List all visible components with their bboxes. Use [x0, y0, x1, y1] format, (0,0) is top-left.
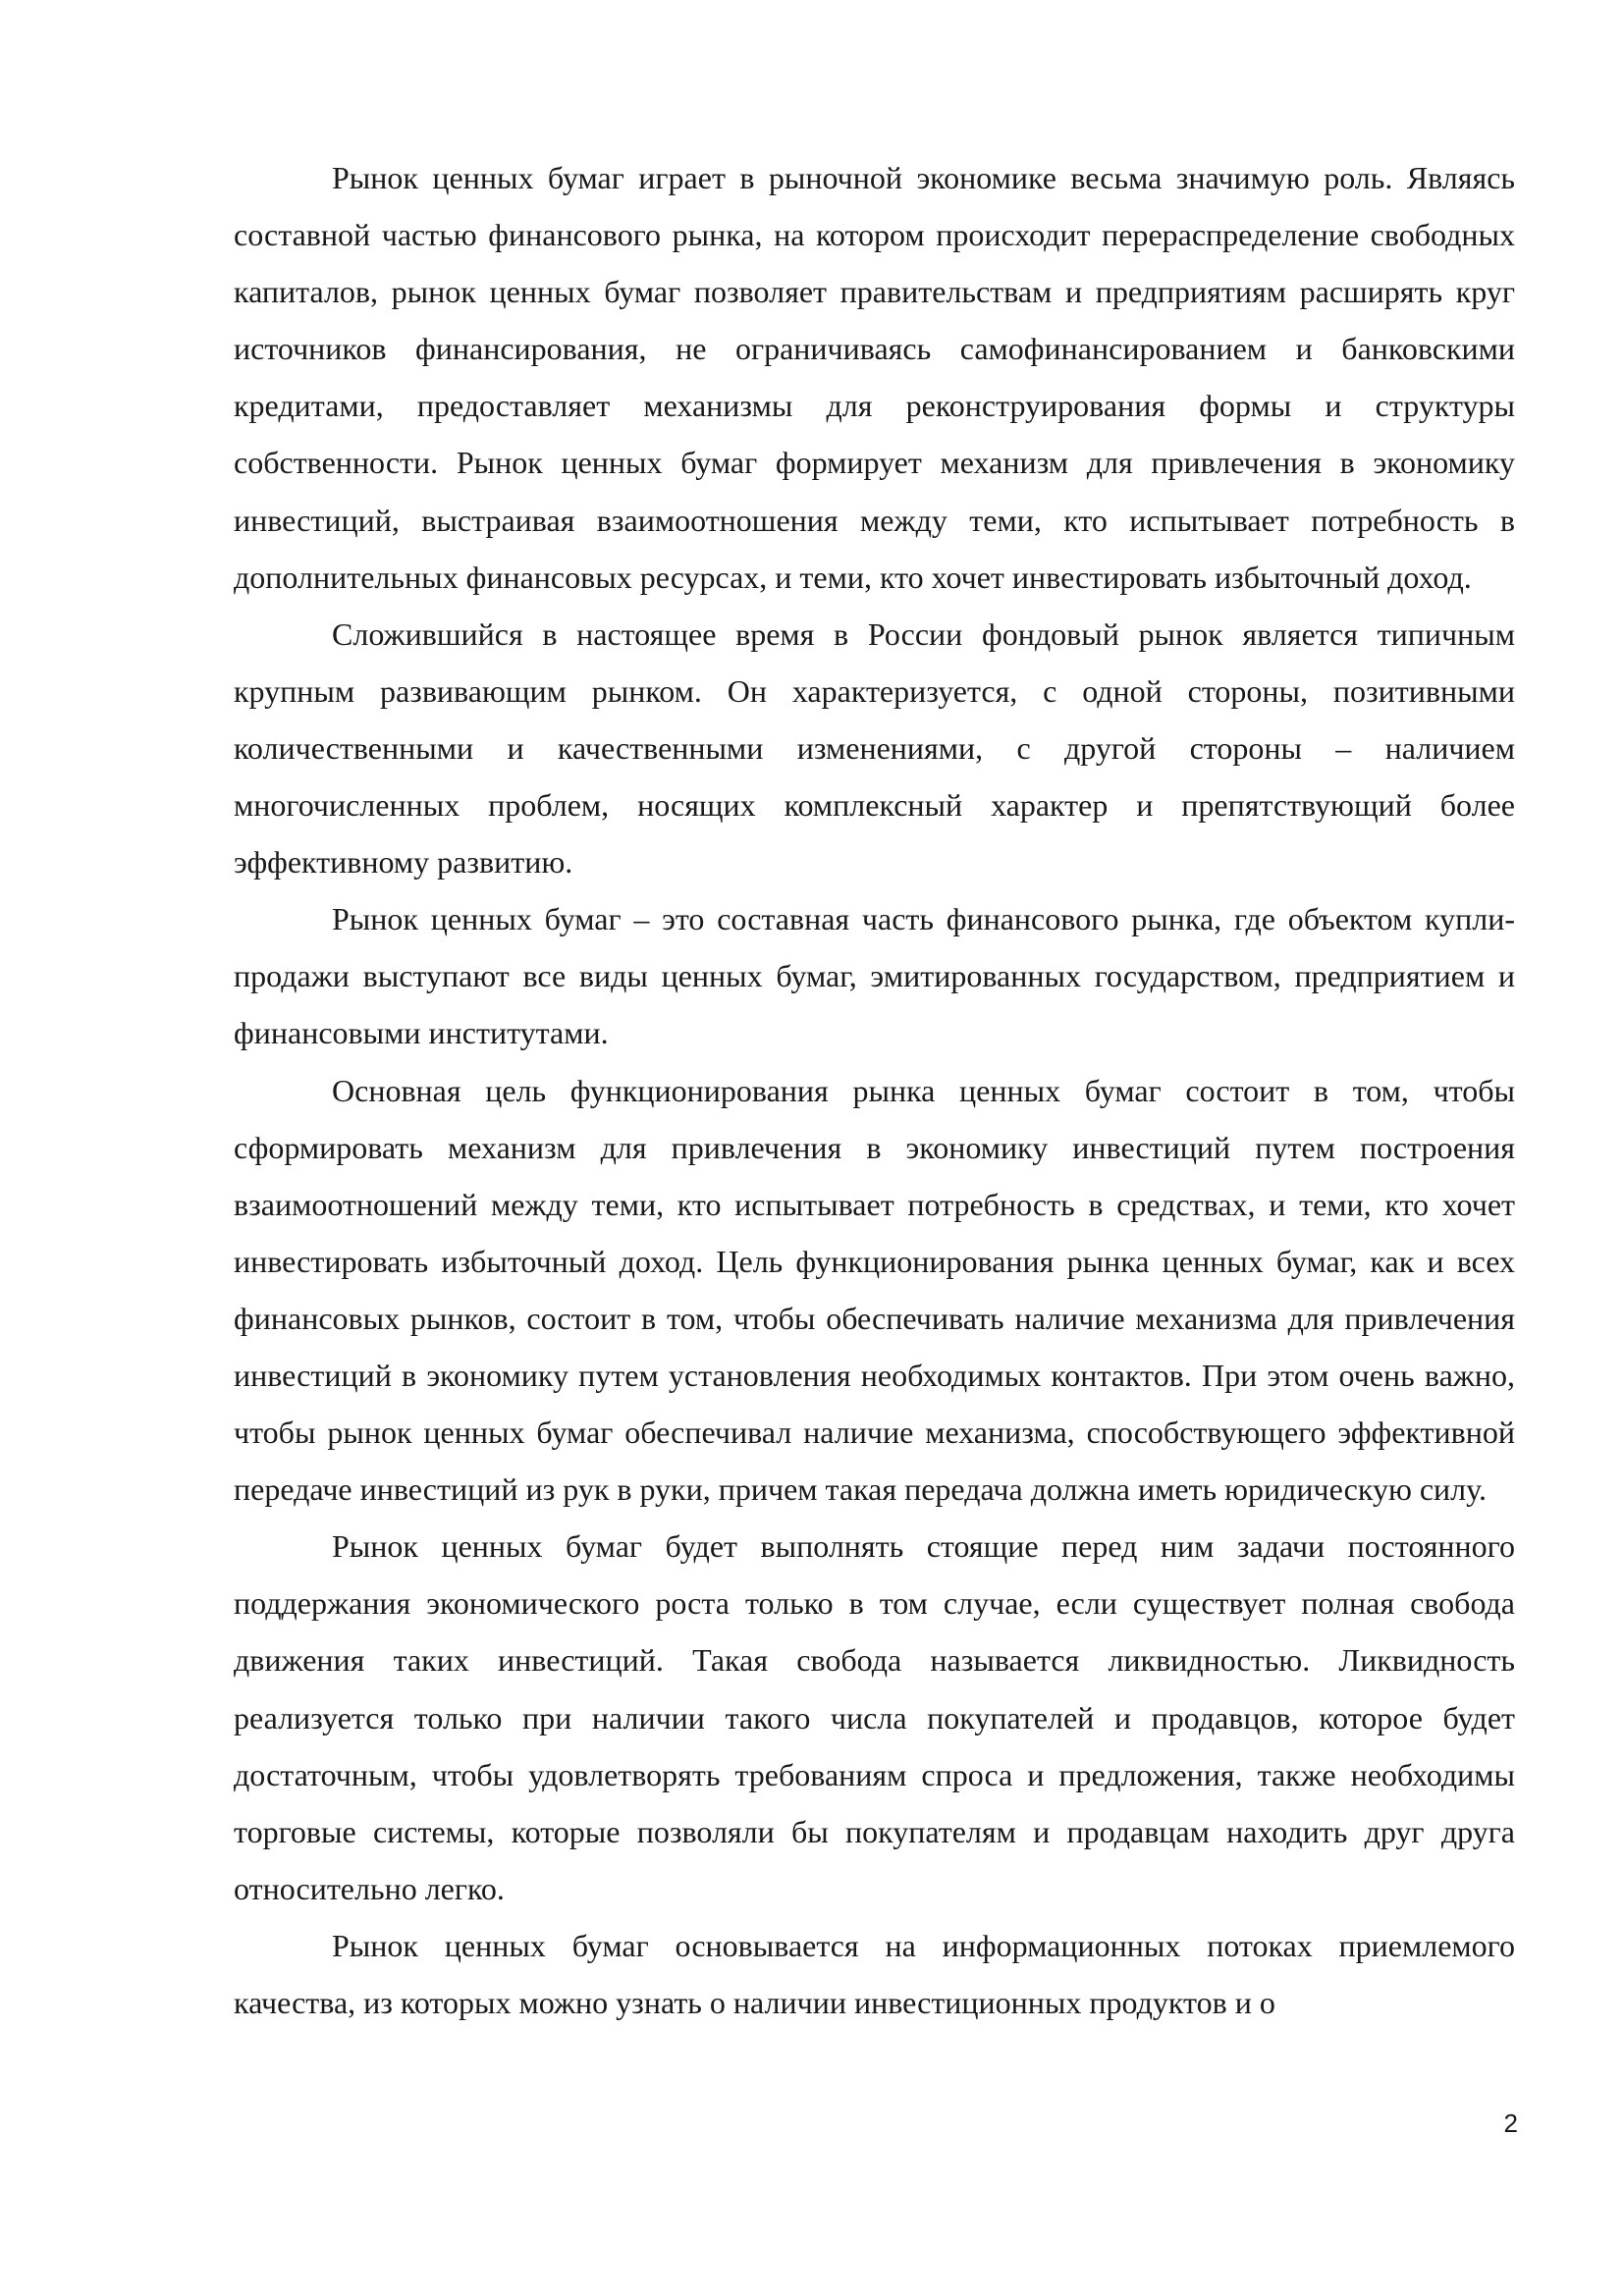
- paragraph: Рынок ценных бумаг играет в рыночной экономике весьма значимую роль. Являясь составной частью финансового рынка, на котором происходит перераспределение свободных капиталов, рынок ценных бумаг позволяет правительствам и предприятиям расширять круг источников финансирования, не ограничиваясь самофинансированием и банковскими кредитами, предоставляет механизмы для реконструирования формы и структуры собственности. Рынок ценных бумаг формирует механизм для привлечения в экономику инвестиций, выстраивая взаимоотношения между теми, кто испытывает потребность в дополнительных финансовых ресурсах, и теми, кто хочет инвестировать избыточный доход.: [234, 160, 1515, 595]
- paragraph: Рынок ценных бумаг – это составная часть финансового рынка, где объектом купли-продажи выступают все виды ценных бумаг, эмитированных государством, предприятием и финансовыми институтами.: [234, 901, 1515, 1051]
- paragraph: Рынок ценных бумаг основывается на информационных потоках приемлемого качества, из которых можно узнать о наличии инвестиционных продуктов и о: [234, 1927, 1515, 2020]
- paragraph: Основная цель функционирования рынка ценных бумаг состоит в том, чтобы сформировать механизм для привлечения в экономику инвестиций путем построения взаимоотношений между теми, кто испытывает потребность в средствах, и теми, кто хочет инвестировать избыточный доход. Цель функционирования рынка ценных бумаг, как и всех финансовых рынков, состоит в том, чтобы обеспечивать наличие механизма для привлечения инвестиций в экономику путем установления необходимых контактов. При этом очень важно, чтобы рынок ценных бумаг обеспечивал наличие механизма, способствующего эффективной передаче инвестиций из рук в руки, причем такая передача должна иметь юридическую силу.: [234, 1072, 1515, 1508]
- page-number: 2: [1503, 2109, 1518, 2138]
- body-text: [234, 149, 1515, 2031]
- paragraph: Сложившийся в настоящее время в России фондовый рынок является типичным крупным развивающим рынком. Он характеризуется, с одной стороны, позитивными количественными и качественными изменениями, с другой стороны – наличием многочисленных проблем, носящих комплексный характер и препятствующий более эффективному развитию.: [234, 615, 1515, 881]
- paragraph: Рынок ценных бумаг будет выполнять стоящие перед ним задачи постоянного поддержания экономического роста только в том случае, если существует полная свобода движения таких инвестиций. Такая свобода называется ликвидностью. Ликвидность реализуется только при наличии такого числа покупателей и продавцов, которое будет достаточным, чтобы удовлетворять требованиям спроса и предложения, также необходимы торговые системы, которые позволяли бы покупателям и продавцам находить друг друга относительно легко.: [234, 1528, 1515, 1906]
